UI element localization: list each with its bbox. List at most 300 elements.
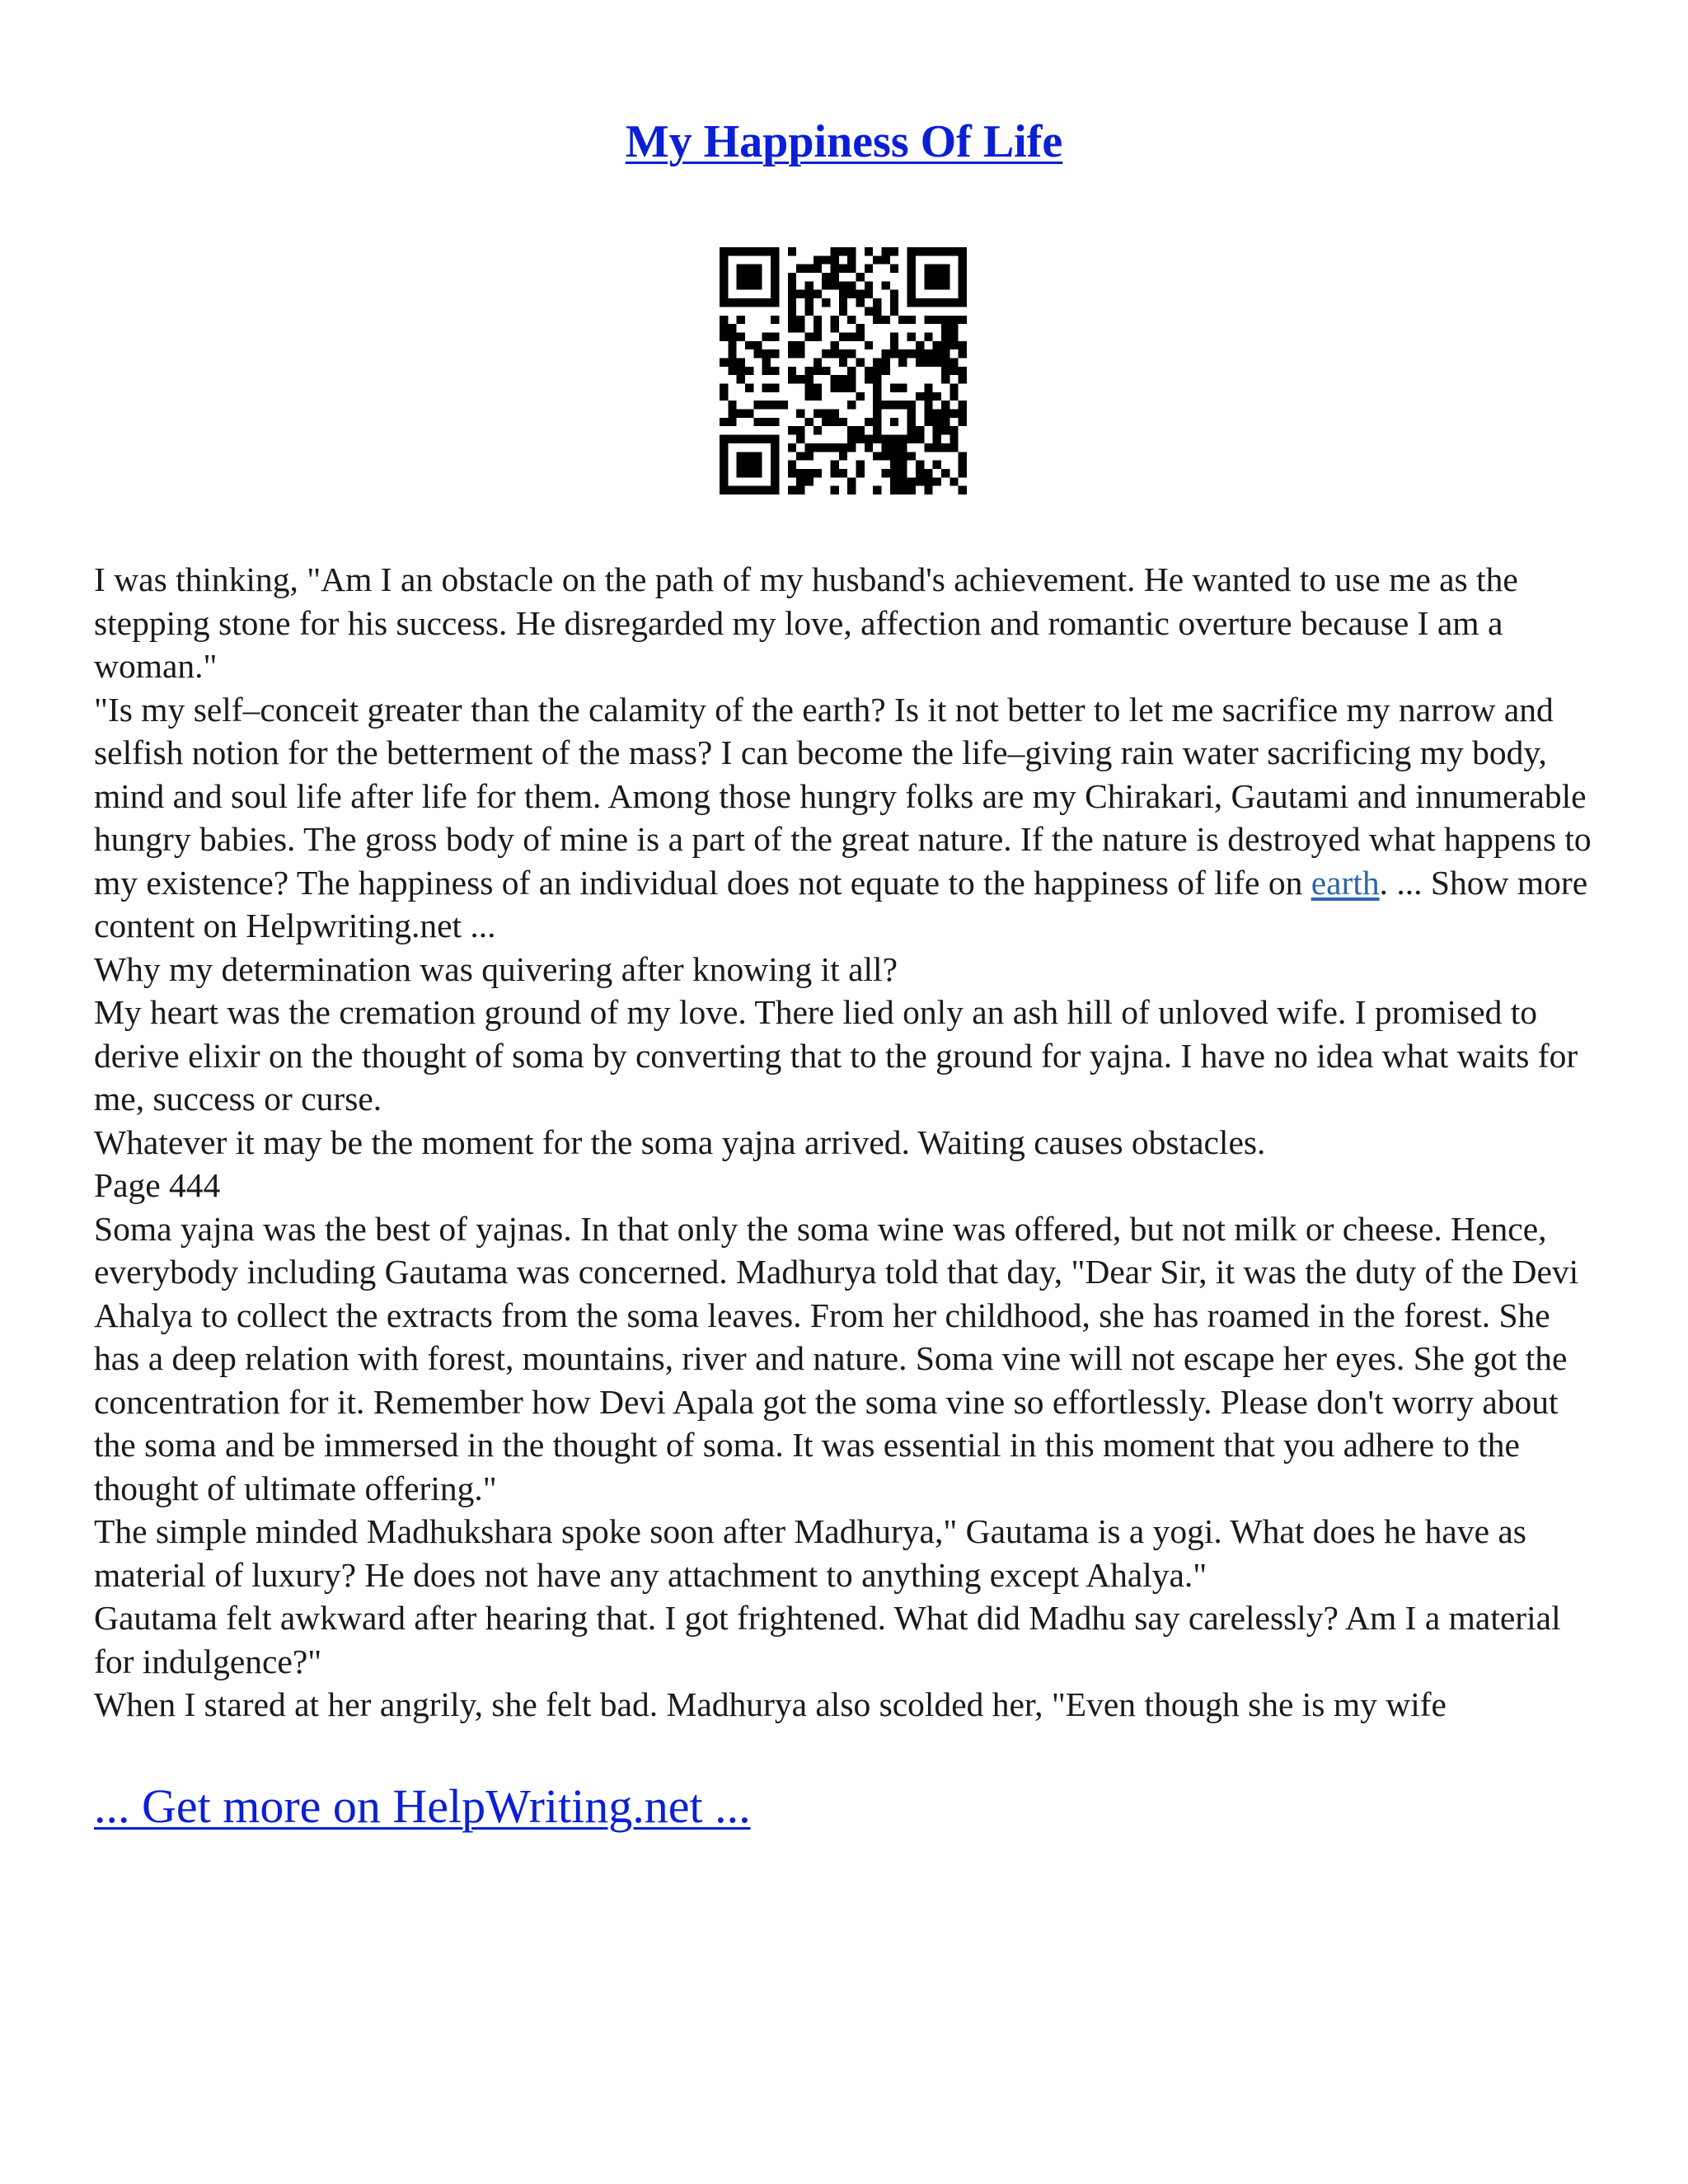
qr-module: [771, 486, 779, 494]
qr-module: [873, 486, 881, 494]
qr-module: [796, 486, 804, 494]
qr-module: [737, 265, 745, 273]
qr-module: [865, 435, 873, 443]
page-title-link[interactable]: My Happiness Of Life: [625, 116, 1063, 167]
qr-module: [814, 255, 822, 264]
qr-module: [882, 469, 890, 477]
qr-module: [737, 435, 745, 443]
qr-module: [890, 307, 898, 315]
qr-module: [720, 316, 728, 324]
qr-module: [907, 316, 916, 324]
qr-module: [933, 418, 941, 426]
qr-module: [762, 401, 771, 409]
qr-module: [745, 469, 753, 477]
qr-module: [804, 265, 813, 273]
qr-module: [856, 426, 865, 434]
qr-module: [720, 486, 728, 494]
qr-module: [959, 316, 967, 324]
paragraph: Soma yajna was the best of yajnas. In that only the soma wine was offered, but not milk or cheese. Hence, everybody including Gautama was concerned. Madhurya told that day, "Dear Sir, it was the duty of the Devi Ahalya to collect the extracts from the soma leaves. From her childhood, she has roamed in the forest. She has a deep relation with forest, mountains, river and nature. Soma vine will not escape her eyes. She got the concentration for it. Remember how Devi Apala got the soma vine so effortlessly. Please don't worry about the soma and be immersed in the thought of soma. It was essential in this moment that you adhere to the thought of ultimate offering.": [94, 1209, 1579, 1507]
show-more-text: . ... Show more content on Helpwriting.net ...: [94, 863, 1588, 944]
paragraph: The simple minded Madhukshara spoke soon after Madhurya," Gautama is a yogi. What does he have as material of luxury? He does not have any attachment to anything except Ahalya.": [94, 1512, 1526, 1594]
qr-module: [882, 316, 890, 324]
qr-module: [959, 298, 967, 307]
qr-module: [762, 384, 771, 392]
qr-module: [788, 273, 796, 281]
qr-module: [873, 298, 881, 307]
qr-module: [804, 290, 813, 298]
qr-module: [856, 435, 865, 443]
qr-module: [796, 452, 804, 460]
qr-module: [907, 265, 916, 273]
qr-module: [804, 367, 813, 375]
qr-module: [788, 298, 796, 307]
qr-module: [814, 392, 822, 401]
qr-module: [873, 410, 881, 418]
qr-module: [873, 435, 881, 443]
qr-module: [882, 358, 890, 366]
qr-module: [804, 375, 813, 383]
qr-module: [822, 349, 830, 358]
qr-module: [771, 298, 779, 307]
qr-module: [737, 332, 745, 340]
qr-module: [804, 392, 813, 401]
qr-module: [959, 349, 967, 358]
qr-module: [916, 247, 924, 255]
qr-module: [804, 418, 813, 426]
qr-module: [907, 486, 916, 494]
qr-module: [771, 265, 779, 273]
qr-module: [941, 426, 950, 434]
qr-module: [728, 410, 736, 418]
qr-module: [788, 290, 796, 298]
qr-module: [737, 367, 745, 375]
qr-module: [950, 367, 958, 375]
qr-module: [822, 418, 830, 426]
qr-module: [924, 349, 932, 358]
qr-module: [924, 265, 932, 273]
qr-module: [890, 332, 898, 340]
qr-module: [762, 435, 771, 443]
qr-module: [788, 349, 796, 358]
paragraph-text: "Is my self–conceit greater than the calamity of the earth? Is it not better to let me sacrifice my narrow and selfish notion for the betterment of the mass? I can become the life–giving rain water sacrificing my body, mind and soul life after life for them. Among those hungry folks are my Chirakari, Gautami and innumerable hungry babies. The gross body of mine is a part of the great nature. If the nature is destroyed what happens to my existence? The happiness of an individual does not equate to the happiness of life on: [94, 690, 1592, 902]
qr-module: [847, 255, 856, 264]
qr-module: [933, 273, 941, 281]
qr-module: [771, 384, 779, 392]
qr-module: [856, 332, 865, 340]
qr-module: [941, 265, 950, 273]
qr-module: [720, 461, 728, 469]
qr-module: [720, 265, 728, 273]
qr-module: [890, 461, 898, 469]
qr-module: [804, 384, 813, 392]
qr-module: [737, 273, 745, 281]
qr-module: [865, 375, 873, 383]
qr-module: [950, 332, 958, 340]
qr-module: [882, 452, 890, 460]
qr-module: [907, 247, 916, 255]
qr-module: [728, 435, 736, 443]
qr-module: [924, 392, 932, 401]
qr-module: [830, 418, 838, 426]
qr-module: [822, 273, 830, 281]
qr-module: [753, 486, 762, 494]
qr-module: [814, 358, 822, 366]
qr-module: [907, 435, 916, 443]
qr-module: [830, 349, 838, 358]
qr-module: [720, 384, 728, 392]
qr-module: [907, 298, 916, 307]
qr-module: [941, 358, 950, 366]
qr-module: [941, 247, 950, 255]
qr-module: [737, 486, 745, 494]
qr-module: [771, 247, 779, 255]
qr-module: [788, 281, 796, 289]
qr-module: [950, 298, 958, 307]
qr-module: [916, 469, 924, 477]
qr-module: [898, 469, 907, 477]
qr-module: [745, 384, 753, 392]
qr-module: [839, 349, 847, 358]
qr-module: [898, 452, 907, 460]
qr-module: [814, 265, 822, 273]
qr-module: [830, 375, 838, 383]
qr-module: [720, 281, 728, 289]
qr-module: [804, 332, 813, 340]
qr-module: [882, 435, 890, 443]
qr-module: [753, 435, 762, 443]
qr-module: [933, 349, 941, 358]
qr-module: [933, 247, 941, 255]
qr-module: [873, 358, 881, 366]
qr-module: [890, 298, 898, 307]
qr-module: [941, 367, 950, 375]
qr-module: [788, 443, 796, 452]
qr-module: [873, 452, 881, 460]
qr-module: [907, 418, 916, 426]
qr-module: [890, 443, 898, 452]
qr-module: [753, 349, 762, 358]
qr-module: [839, 384, 847, 392]
qr-module: [788, 247, 796, 255]
qr-module: [941, 401, 950, 409]
paragraph: I was thinking, "Am I an obstacle on the path of my husband's achievement. He wanted to use me as the stepping stone for his success. He disregarded my love, affection and romantic overture because I am a woman.": [94, 560, 1518, 685]
footer-container: [94, 1779, 751, 1834]
qr-module: [865, 247, 873, 255]
qr-module: [822, 410, 830, 418]
qr-module: [959, 255, 967, 264]
qr-module: [924, 273, 932, 281]
qr-module: [737, 281, 745, 289]
qr-module: [907, 426, 916, 434]
qr-module: [941, 375, 950, 383]
qr-module: [856, 358, 865, 366]
qr-module: [890, 477, 898, 485]
qr-module: [856, 290, 865, 298]
qr-module: [762, 247, 771, 255]
qr-module: [847, 384, 856, 392]
qr-module: [950, 316, 958, 324]
qr-module: [916, 392, 924, 401]
qr-module: [907, 281, 916, 289]
qr-module: [890, 349, 898, 358]
title-container: [0, 115, 1688, 168]
paragraph-with-link: [94, 688, 1602, 948]
paragraph: Why my determination was quivering after knowing it all?: [94, 949, 898, 988]
qr-module: [916, 298, 924, 307]
qr-module: [737, 469, 745, 477]
qr-module: [907, 477, 916, 485]
qr-module: [941, 418, 950, 426]
qr-module: [771, 401, 779, 409]
qr-module: [924, 281, 932, 289]
qr-module: [796, 410, 804, 418]
qr-module: [890, 265, 898, 273]
qr-module: [882, 281, 890, 289]
qr-module: [907, 452, 916, 460]
qr-module: [804, 452, 813, 460]
qr-module: [847, 426, 856, 434]
qr-module: [771, 452, 779, 460]
qr-module: [788, 469, 796, 477]
qr-module: [796, 341, 804, 349]
qr-module: [728, 418, 736, 426]
qr-module: [745, 435, 753, 443]
qr-module: [933, 410, 941, 418]
qr-module: [907, 401, 916, 409]
qr-module: [728, 358, 736, 366]
qr-module: [839, 298, 847, 307]
qr-module: [822, 281, 830, 289]
qr-module: [762, 332, 771, 340]
qr-module: [847, 247, 856, 255]
qr-module: [771, 443, 779, 452]
qr-module: [941, 281, 950, 289]
qr-module: [865, 418, 873, 426]
qr-module: [933, 435, 941, 443]
qr-module: [771, 418, 779, 426]
qr-module: [933, 298, 941, 307]
qr-module: [737, 452, 745, 460]
qr-module: [814, 367, 822, 375]
qr-module: [753, 273, 762, 281]
qr-module: [873, 401, 881, 409]
qr-module: [916, 461, 924, 469]
qr-module: [720, 418, 728, 426]
qr-module: [804, 469, 813, 477]
qr-module: [753, 281, 762, 289]
qr-module: [839, 332, 847, 340]
qr-module: [762, 298, 771, 307]
qr-module: [873, 426, 881, 434]
qr-module: [720, 392, 728, 401]
qr-module: [890, 401, 898, 409]
qr-module: [890, 469, 898, 477]
qr-module: [950, 477, 958, 485]
qr-module: [890, 452, 898, 460]
qr-module: [814, 384, 822, 392]
qr-module: [959, 486, 967, 494]
qr-module: [950, 341, 958, 349]
qr-module: [788, 307, 796, 315]
qr-module: [924, 316, 932, 324]
qr-module: [720, 273, 728, 281]
qr-module: [924, 477, 932, 485]
qr-module: [959, 375, 967, 383]
qr-module: [865, 265, 873, 273]
qr-module: [788, 375, 796, 383]
qr-module: [779, 401, 787, 409]
qr-module: [916, 426, 924, 434]
qr-module: [924, 384, 932, 392]
qr-module: [839, 375, 847, 383]
qr-module: [941, 324, 950, 332]
qr-module: [728, 349, 736, 358]
qr-module: [950, 384, 958, 392]
qr-module: [916, 349, 924, 358]
qr-module: [898, 435, 907, 443]
qr-module: [745, 247, 753, 255]
qr-module: [745, 273, 753, 281]
qr-module: [814, 426, 822, 434]
qr-module: [830, 273, 838, 281]
qr-module: [873, 307, 881, 315]
qr-module: [788, 426, 796, 434]
qr-module: [898, 477, 907, 485]
qr-module: [804, 307, 813, 315]
qr-module: [804, 443, 813, 452]
qr-module: [898, 316, 907, 324]
qr-module: [771, 255, 779, 264]
qr-module: [890, 486, 898, 494]
qr-module: [839, 247, 847, 255]
qr-module: [822, 367, 830, 375]
paragraph: When I stared at her angrily, she felt bad. Madhurya also scolded her, "Even though she is my wife: [94, 1685, 1447, 1723]
qr-module: [771, 477, 779, 485]
qr-module: [830, 341, 838, 349]
qr-module: [865, 341, 873, 349]
qr-module: [753, 247, 762, 255]
qr-module: [771, 332, 779, 340]
qr-module: [771, 281, 779, 289]
qr-module: [839, 418, 847, 426]
qr-module: [762, 486, 771, 494]
paragraph: Whatever it may be the moment for the soma yajna arrived. Waiting causes obstacles.: [94, 1122, 1266, 1161]
qr-module: [898, 358, 907, 366]
qr-module: [873, 367, 881, 375]
qr-module: [753, 461, 762, 469]
qr-module: [839, 281, 847, 289]
qr-module: [924, 469, 932, 477]
qr-module: [950, 324, 958, 332]
qr-module: [847, 435, 856, 443]
qr-module: [856, 461, 865, 469]
qr-module: [737, 358, 745, 366]
qr-module: [847, 290, 856, 298]
qr-module: [745, 367, 753, 375]
qr-module: [950, 443, 958, 452]
qr-module: [865, 290, 873, 298]
qr-module: [822, 255, 830, 264]
qr-module: [890, 435, 898, 443]
qr-module: [720, 324, 728, 332]
qr-module: [753, 418, 762, 426]
qr-module: [745, 298, 753, 307]
qr-module: [959, 341, 967, 349]
qr-module: [890, 247, 898, 255]
qr-module: [830, 281, 838, 289]
qr-module: [916, 477, 924, 485]
qr-module: [728, 324, 736, 332]
qr-module: [728, 486, 736, 494]
qr-module: [847, 375, 856, 383]
qr-module: [856, 273, 865, 281]
qr-module: [796, 375, 804, 383]
qr-module: [933, 316, 941, 324]
qr-module: [728, 247, 736, 255]
qr-module: [728, 298, 736, 307]
qr-module: [898, 443, 907, 452]
qr-module: [720, 435, 728, 443]
qr-module: [959, 418, 967, 426]
qr-module: [753, 401, 762, 409]
qr-module: [745, 486, 753, 494]
qr-module: [924, 332, 932, 340]
qr-module: [745, 410, 753, 418]
qr-module: [959, 461, 967, 469]
qr-module: [890, 418, 898, 426]
qr-module: [788, 316, 796, 324]
earth-link[interactable]: earth: [1311, 863, 1380, 902]
qr-module: [933, 477, 941, 485]
qr-module: [959, 273, 967, 281]
qr-module: [720, 332, 728, 340]
qr-module: [847, 477, 856, 485]
qr-module: [796, 290, 804, 298]
qr-module: [856, 392, 865, 401]
qr-module: [814, 332, 822, 340]
qr-module: [839, 265, 847, 273]
qr-module: [830, 324, 838, 332]
qr-module: [941, 443, 950, 452]
qr-module: [865, 307, 873, 315]
qr-module: [720, 469, 728, 477]
qr-module: [830, 486, 838, 494]
qr-module: [941, 469, 950, 477]
get-more-link[interactable]: ... Get more on HelpWriting.net ...: [94, 1779, 751, 1833]
qr-module: [771, 435, 779, 443]
qr-module: [796, 477, 804, 485]
qr-module: [830, 384, 838, 392]
qr-module: [753, 265, 762, 273]
qr-module: [771, 316, 779, 324]
qr-module: [924, 418, 932, 426]
qr-module: [796, 316, 804, 324]
qr-module: [720, 443, 728, 452]
qr-module: [720, 358, 728, 366]
qr-module: [924, 401, 932, 409]
qr-module: [924, 486, 932, 494]
qr-module: [941, 273, 950, 281]
qr-module: [933, 358, 941, 366]
qr-module: [924, 443, 932, 452]
qr-module: [814, 324, 822, 332]
qr-module: [814, 410, 822, 418]
qr-module: [959, 410, 967, 418]
qr-module: [753, 452, 762, 460]
qr-module: [873, 375, 881, 383]
qr-module: [959, 469, 967, 477]
qr-module: [933, 392, 941, 401]
